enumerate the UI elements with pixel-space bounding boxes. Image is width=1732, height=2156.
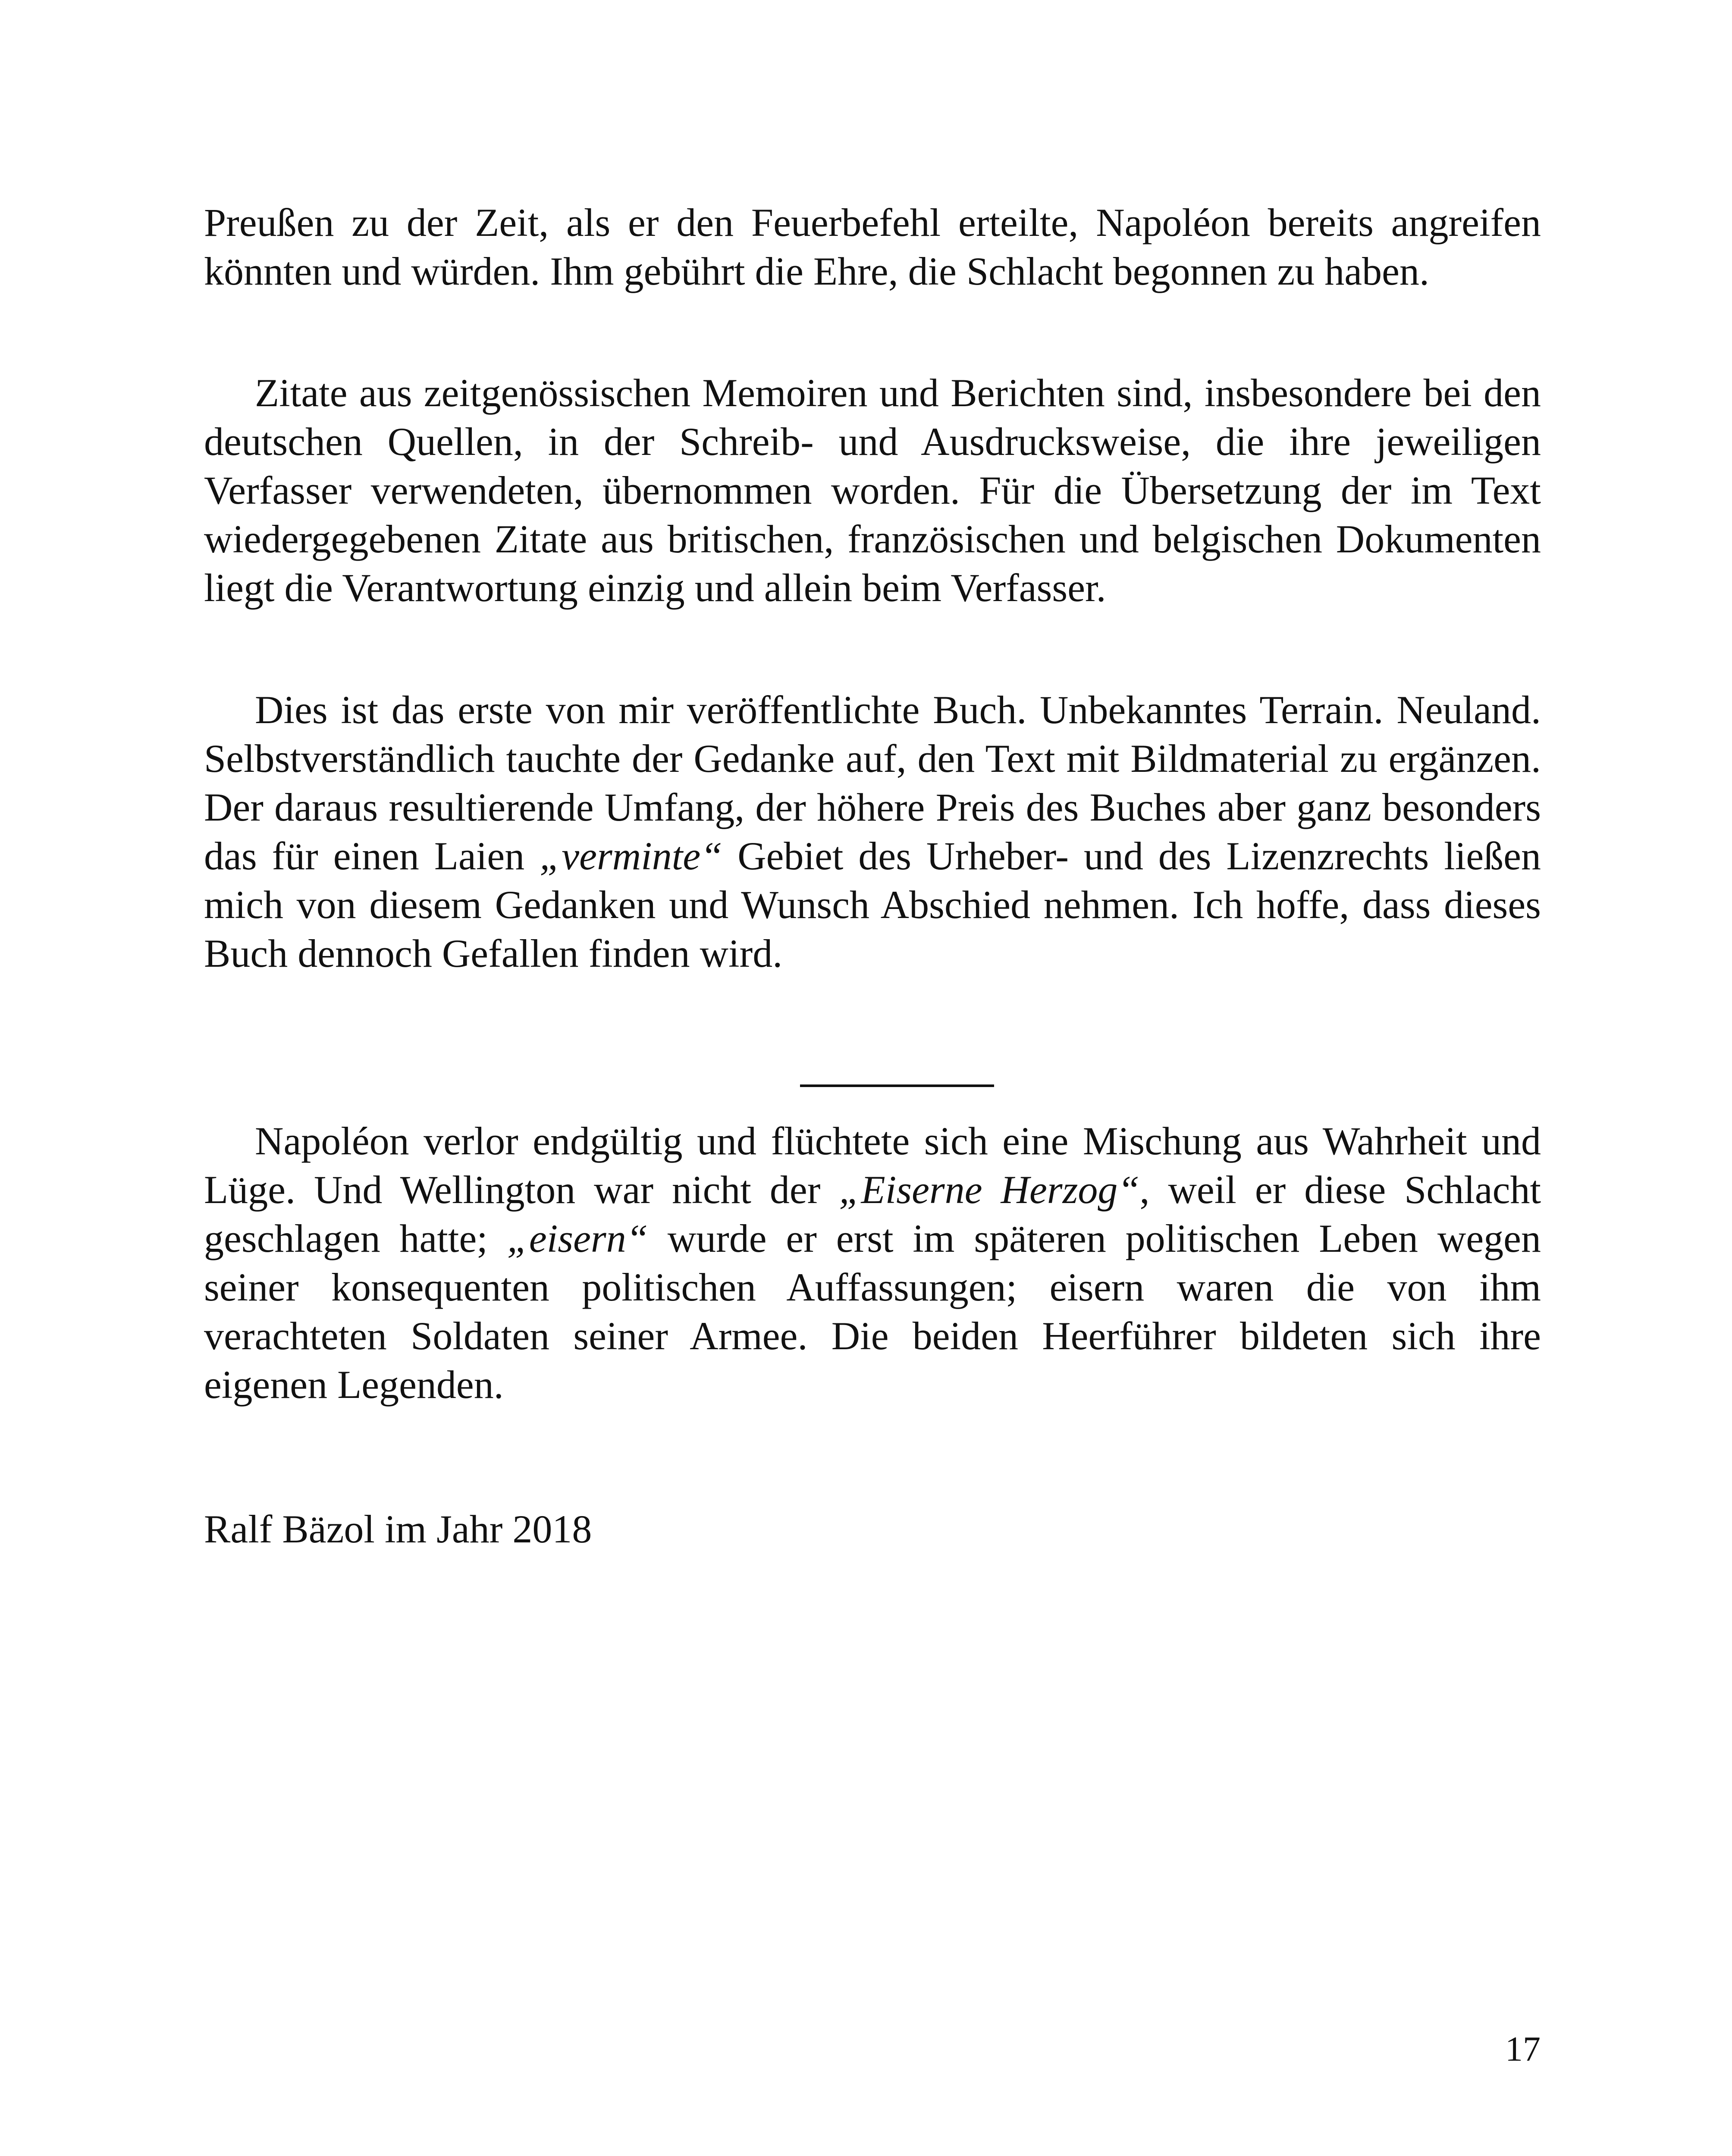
paragraph-text: Napoléon verlor endgültig und flüchtete sich eine Mischung aus Wahrheit und Lüge. Und Wellington war nicht der [204, 1119, 1541, 1212]
paragraph-text: Gebiet des Urheber- und des Lizenzrechts ließen mich von diesem Gedanken und Wunsch Abschied nehmen. Ich hoffe, dass dieses Buch dennoch Gefallen finden wird. [204, 834, 1541, 975]
emphasized-term: „verminte“ [540, 834, 723, 878]
author-signature-line: Ralf Bäzol im Jahr 2018 [204, 1507, 592, 1551]
page-number: 17 [1505, 2029, 1541, 2068]
paragraph-text: , weil er diese Schlacht geschlagen hatte; [204, 1168, 1541, 1260]
section-divider [800, 1084, 994, 1087]
paragraph [204, 1117, 1541, 1409]
paragraph [204, 686, 1541, 978]
paragraph-text: Dies ist das erste von mir veröffentlichte Buch. Unbekanntes Terrain. Neuland. Selbstverständlich tauchte der Gedanke auf, den Text mit Bildmaterial zu ergänzen. Der daraus resultierende Umfang, der höhere Preis des Buches aber ganz besonders das für einen Laien [204, 688, 1541, 878]
emphasized-term: „Eiserne Herzog“ [839, 1168, 1140, 1212]
paragraph-text: Preußen zu der Zeit, als er den Feuerbefehl erteilte, Napoléon bereits angreifen könnten und würden. Ihm gebührt die Ehre, die Schlacht begonnen zu haben. [204, 201, 1541, 293]
emphasized-term: „eisern“ [507, 1216, 648, 1260]
paragraph-text: Zitate aus zeitgenössischen Memoiren und Berichten sind, insbesondere bei den deutschen Quellen, in der Schreib- und Ausdrucksweise, die ihre jeweiligen Verfasser verwendeten, übernommen worden. Für die Übersetzung der im Text wiedergegebenen Zitate aus britischen, französischen und belgischen Dokumenten liegt die Verantwortung einzig und allein beim Verfasser. [204, 371, 1541, 610]
paragraph [204, 369, 1541, 612]
paragraph [204, 198, 1541, 296]
paragraph-text: wurde er erst im späteren politischen Leben wegen seiner konsequenten politischen Auffassungen; eisern waren die von ihm verachteten Soldaten seiner Armee. Die beiden Heerführer bildeten sich ihre eigenen Legenden. [204, 1216, 1541, 1407]
